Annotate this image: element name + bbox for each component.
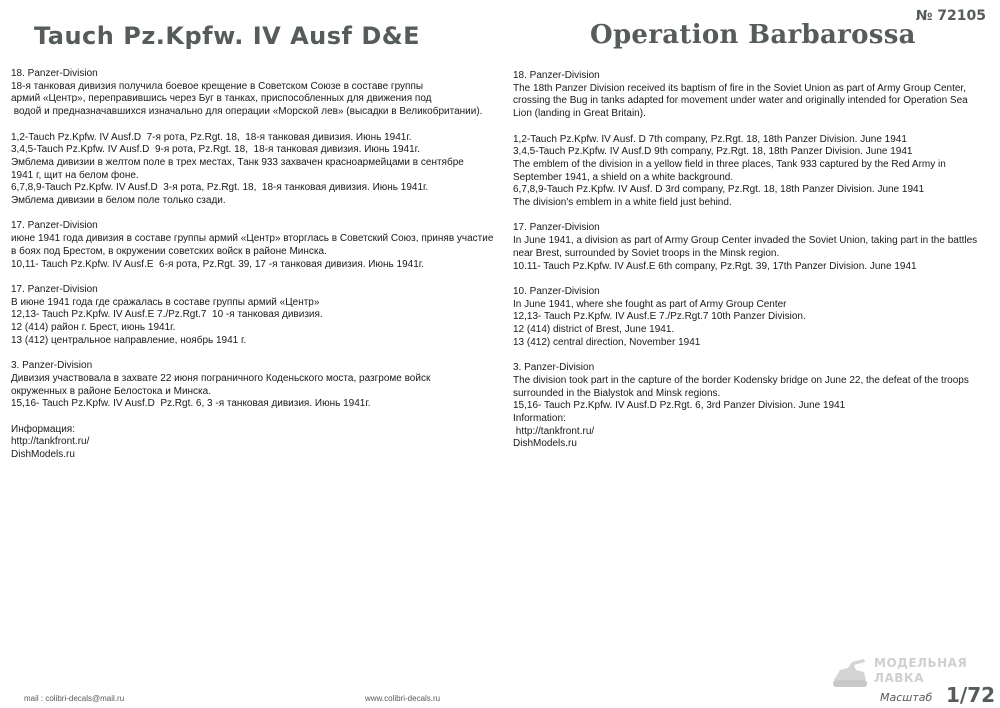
english-text-line: Lion (landing in Great Britain).	[513, 108, 646, 120]
russian-text-line: 3. Panzer-Division	[11, 360, 93, 372]
english-text-line: 15,16- Tauch Pz.Kpfw. IV Ausf.D Pz.Rgt. 6, 3rd Panzer Division. June 1941	[513, 400, 846, 412]
website-link[interactable]: www.colibri-decals.ru	[365, 694, 441, 703]
russian-text-line: 18-я танковая дивизия получила боевое крещение в Советском Союзе в составе группы	[11, 80, 424, 92]
russian-text-line: 13 (412) центральное направление, ноябрь 1941 г.	[11, 334, 247, 346]
russian-text-line: Дивизия участвовала в захвате 22 июня пограничного Коденьского моста, разгроме войск	[11, 372, 431, 384]
operation-title: Operation Barbarossa	[590, 20, 916, 50]
english-text-line: Information:	[513, 412, 566, 424]
contact-email: mail : colibri-decals@mail.ru	[24, 694, 125, 703]
russian-text-line: 10,11- Tauch Pz.Kpfw. IV Ausf.E 6-я рота, Pz.Rgt. 39, 17 -я танковая дивизия. Июнь 1941г.	[11, 258, 424, 270]
english-text-line: The 18th Panzer Division received its baptism of fire in the Soviet Union as part of Army Group Center,	[513, 82, 966, 94]
russian-text-line: в боях под Брестом, в окружении советских войск в районе Минска.	[11, 245, 327, 257]
russian-text-line: 18. Panzer-Division	[11, 68, 98, 79]
russian-text-line: 17. Panzer-Division	[11, 220, 98, 232]
english-text-line: In June 1941, where she fought as part of Army Group Center	[513, 298, 787, 310]
english-text-line: 3,4,5-Tauch Pz.Kpfw. IV Ausf.D 9th company, Pz.Rgt. 18, 18th Panzer Division. June 1941	[513, 146, 913, 158]
scale-label: Масштаб	[880, 691, 933, 704]
russian-text-line: Эмблема дивизии в желтом поле в трех местах, Танк 933 захвачен красноармейцами в сентябре	[11, 156, 464, 168]
english-paragraph	[513, 134, 983, 210]
russian-text-line: 1,2-Tauch Pz.Kpfw. IV Ausf.D 7-я рота, Pz.Rgt. 18, 18-я танковая дивизия. Июнь 1941г.	[11, 131, 412, 143]
english-text-line: DishModels.ru	[513, 438, 577, 450]
russian-description-column	[11, 68, 503, 474]
russian-text-line: 15,16- Tauch Pz.Kpfw. IV Ausf.D Pz.Rgt. 6, 3 -я танковая дивизия. Июнь 1941г.	[11, 398, 371, 410]
english-text-line: 17. Panzer-Division	[513, 222, 600, 234]
scale-value: 1/72	[946, 683, 996, 707]
russian-text-line: окруженных в районе Белостока и Минска.	[11, 385, 211, 397]
russian-text-line: http://tankfront.ru/	[11, 436, 90, 448]
english-paragraph	[513, 70, 983, 121]
english-description-column	[513, 70, 983, 464]
english-text-line: The division took part in the capture of the border Kodensky bridge on June 22, the defeat of the troops	[513, 374, 969, 386]
catalog-number: № 72105	[915, 8, 986, 24]
english-text-line: The emblem of the division in a yellow field in three places, Tank 933 captured by the Red Army in	[513, 158, 946, 170]
english-text-line: 10.11- Tauch Pz.Kpfw. IV Ausf.E 6th company, Pz.Rgt. 39, 17th Panzer Division. June 1941	[513, 260, 917, 272]
english-text-line: 12 (414) district of Brest, June 1941.	[513, 324, 675, 336]
tank-silhouette-icon	[830, 656, 870, 690]
russian-text-line: 1941 г, щит на белом фоне.	[11, 169, 139, 181]
russian-paragraph	[11, 220, 503, 271]
english-text-line: 12,13- Tauch Pz.Kpfw. IV Ausf.E 7./Pz.Rgt.7 10th Panzer Division.	[513, 311, 806, 323]
english-text-line: near Brest, surrounded by Soviet troops in the Minsk region.	[513, 247, 780, 259]
russian-text-line: Информация:	[11, 423, 76, 435]
russian-text-line: 12,13- Tauch Pz.Kpfw. IV Ausf.E 7./Pz.Rgt.7 10 -я танковая дивизия.	[11, 309, 323, 321]
russian-text-line: июне 1941 года дивизия в составе группы армий «Центр» вторглась в Советский Союз, приняв участие	[11, 233, 494, 245]
english-text-line: 13 (412) central direction, November 1941	[513, 336, 701, 348]
russian-text-line: 12 (414) район г. Брест, июнь 1941г.	[11, 322, 176, 334]
russian-text-line: водой и предназначавшихся изначально для операции «Морской лев» (высадки в Великобритании).	[11, 106, 483, 118]
english-text-line: The division's emblem in a white field just behind.	[513, 197, 732, 209]
english-paragraph	[513, 362, 983, 451]
watermark-line: МОДЕЛЬНАЯ	[874, 656, 968, 670]
english-text-line: 10. Panzer-Division	[513, 285, 600, 297]
watermark-line: ЛАВКА	[874, 671, 924, 685]
english-text-line: surrounded in the Bialystok and Minsk regions.	[513, 387, 721, 399]
english-text-line: 6,7,8,9-Tauch Pz.Kpfw. IV Ausf. D 3rd company, Pz.Rgt. 18, 18th Panzer Division. June 1941	[513, 184, 925, 196]
russian-text-line: В июне 1941 года где сражалась в составе группы армий «Центр»	[11, 296, 320, 308]
russian-text-line: Эмблема дивизии в белом поле только сзади.	[11, 195, 226, 207]
english-text-line: 3. Panzer-Division	[513, 362, 595, 374]
russian-paragraph	[11, 68, 503, 119]
english-text-line: crossing the Bug in tanks adapted for movement under water and originally intended for Operation Sea	[513, 95, 968, 107]
russian-text-line: 17. Panzer-Division	[11, 283, 98, 295]
english-text-line: http://tankfront.ru/	[513, 425, 595, 437]
russian-paragraph	[11, 360, 503, 411]
watermark-text	[874, 656, 967, 686]
russian-text-line: DishModels.ru	[11, 449, 75, 461]
russian-text-line: 3,4,5-Tauch Pz.Kpfw. IV Ausf.D 9-я рота, Pz.Rgt. 18, 18-я танковая дивизия. Июнь 1941г.	[11, 144, 420, 156]
english-text-line: 18. Panzer-Division	[513, 70, 600, 81]
product-title: Tauch Pz.Kpfw. IV Ausf D&E	[34, 22, 421, 50]
russian-text-line: армий «Центр», переправившись через Буг в танках, приспособленных для движения под	[11, 93, 432, 105]
russian-text-line: 6,7,8,9-Tauch Pz.Kpfw. IV Ausf.D 3-я рота, Pz.Rgt. 18, 18-я танковая дивизия. Июнь 1941г.	[11, 182, 429, 194]
english-text-line: In June 1941, a division as part of Army Group Center invaded the Soviet Union, taking part in the battles	[513, 235, 978, 247]
english-paragraph	[513, 286, 983, 350]
english-text-line: 1,2-Tauch Pz.Kpfw. IV Ausf. D 7th company, Pz.Rgt. 18, 18th Panzer Division. June 1941	[513, 133, 907, 145]
russian-paragraph	[11, 284, 503, 348]
english-paragraph	[513, 222, 983, 273]
english-text-line: September 1941, a shield on a white background.	[513, 171, 734, 183]
russian-paragraph	[11, 132, 503, 208]
russian-paragraph	[11, 424, 503, 462]
